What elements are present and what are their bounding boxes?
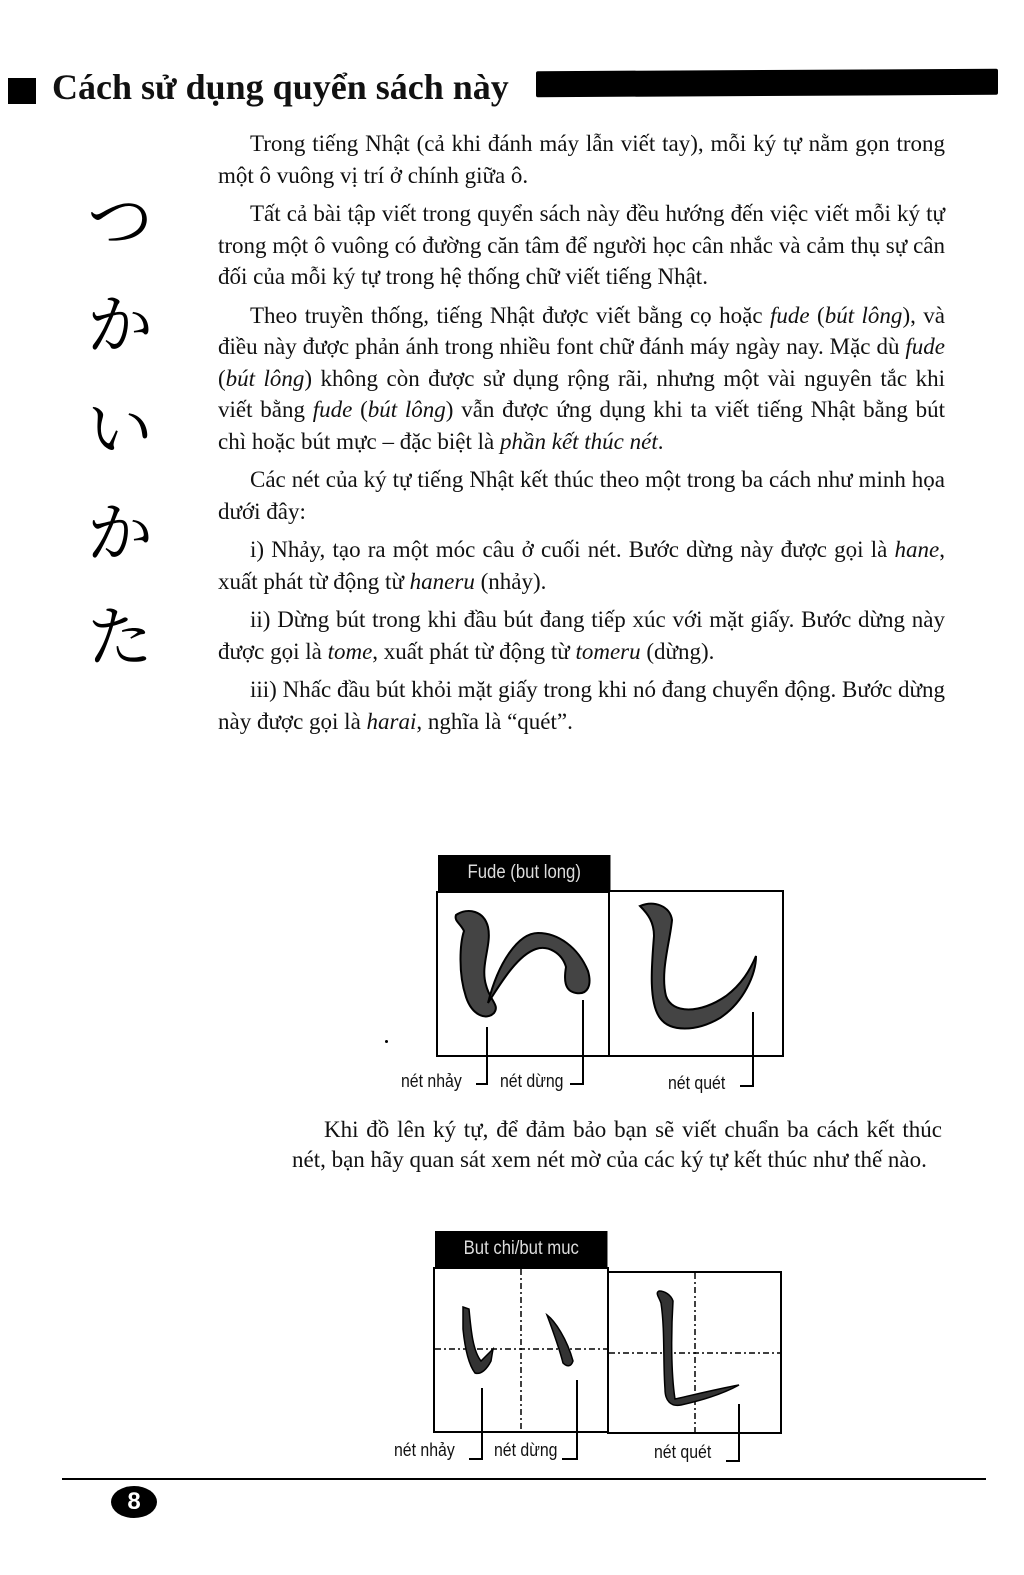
leader-line-harai [738, 1404, 740, 1462]
figure-tab-label: But chi/but muc [435, 1231, 607, 1267]
leader-line-tome [576, 1380, 578, 1460]
italic-term: haneru [409, 568, 475, 594]
label-harai: nét quét [654, 1442, 712, 1462]
pencil-i-character-icon [435, 1269, 607, 1431]
leader-foot-tome [570, 1083, 584, 1085]
footer-rule [62, 1478, 986, 1480]
italic-term: hane [894, 537, 940, 562]
section-header [8, 64, 998, 114]
kana-tsu: つ [87, 183, 153, 260]
label-tome: nét dừng [500, 1071, 564, 1091]
text: ) vẫn được ứng dụng khi ta viết tiếng Nhật bằng bút chì hoặc bút mực – đặc biệt là [218, 397, 945, 454]
text: (nhảy). [474, 568, 547, 594]
text: ii) Dừng bút trong khi đầu bút đang tiếp xúc với mặt giấy. Bước dừng này được gọi là [218, 607, 945, 664]
page-title: Cách sử dụng quyển sách này [52, 67, 509, 107]
kana-ka: か [87, 287, 153, 364]
header-rule-bar [536, 69, 998, 97]
text: (dừng). [640, 638, 715, 664]
pencil-box-i [433, 1267, 609, 1433]
stray-dot [385, 1040, 388, 1043]
leader-line-hane [486, 1027, 488, 1085]
kana-i: い [87, 391, 153, 468]
figure-tab-label: Fude (but long) [438, 855, 610, 891]
italic-term: tomeru [575, 638, 641, 664]
tracing-paragraph [292, 1115, 942, 1175]
text: , xuất phát từ động từ [218, 537, 945, 594]
text: ), và điều này được phản ánh trong nhiều font chữ đánh máy ngày nay. Mặc dù [218, 302, 946, 359]
leader-foot-hane [476, 1083, 488, 1085]
text: ( [809, 302, 825, 328]
body-text [218, 128, 945, 744]
paragraph-tracing: Khi đồ lên ký tự, để đảm bảo bạn sẽ viết chuẩn ba cách kết thúc nét, bạn hãy quan sát xem nét mờ của các ký tự kết thúc như thế nào. [292, 1117, 942, 1172]
text: . [657, 428, 664, 454]
leader-line-hane [481, 1388, 483, 1460]
italic-term: fude [905, 334, 945, 359]
kana-ta: た [87, 599, 153, 676]
pencil-box-shi [607, 1271, 782, 1434]
text: Theo truyền thống, tiếng Nhật được viết bằng cọ hoặc [250, 302, 770, 328]
leader-foot-harai [740, 1085, 754, 1087]
paragraph-harai [218, 674, 945, 737]
italic-term: bút lông [367, 397, 446, 422]
paragraph-tome [218, 604, 945, 667]
text: iii) Nhấc đầu bút khỏi mặt giấy trong khi nó đang chuyển động. Bước dừng này được gọi là [218, 677, 945, 734]
brush-shi-character-icon [610, 892, 782, 1055]
fude-box-shi [608, 890, 784, 1057]
pencil-shi-character-icon [609, 1273, 780, 1432]
text: ) không còn được sử dụng rộng rãi, nhưng một vài nguyên tắc khi viết bằng [218, 365, 945, 422]
italic-term: tome [327, 638, 373, 664]
leader-foot-tome [562, 1458, 578, 1460]
page-number-badge: 8 [111, 1486, 157, 1518]
italic-term: bút lông [225, 365, 305, 391]
italic-term: phần kết thúc nét [499, 428, 658, 454]
header-square-bullet [8, 78, 36, 104]
italic-term: fude [769, 302, 810, 328]
text: , nghĩa là “quét”. [416, 708, 573, 734]
side-kana-column [70, 170, 170, 690]
leader-foot-hane [469, 1458, 483, 1460]
paragraph-hane [218, 534, 945, 597]
label-harai: nét quét [668, 1073, 726, 1093]
label-hane: nét nhảy [401, 1071, 462, 1091]
label-hane: nét nhảy [394, 1440, 455, 1460]
text: i) Nhảy, tạo ra một móc câu ở cuối nét. Bước dừng này được gọi là [250, 537, 895, 562]
leader-foot-harai [726, 1460, 740, 1462]
paragraph-2: Tất cả bài tập viết trong quyển sách này đều hướng đến việc viết mỗi ký tự trong một ô vuông có đường căn tâm để người học cân nhắc và cảm thụ sự cân đối của mỗi ký tự trong hệ thống chữ viết tiếng Nhật. [218, 201, 945, 289]
italic-term: bút lông [824, 302, 903, 328]
label-tome: nét dừng [494, 1440, 558, 1460]
paragraph-4: Các nét của ký tự tiếng Nhật kết thúc theo một trong ba cách như minh họa dưới đây: [218, 467, 945, 524]
kana-ka-2: か [87, 495, 153, 572]
paragraph-1: Trong tiếng Nhật (cả khi đánh máy lẫn viết tay), mỗi ký tự nằm gọn trong một ô vuông vị trí ở chính giữa ô. [218, 131, 945, 188]
paragraph-3 [218, 300, 945, 458]
leader-line-tome [582, 1000, 584, 1085]
text: ( [352, 397, 368, 422]
leader-line-harai [752, 1012, 754, 1087]
text: ( [218, 365, 226, 391]
text: , xuất phát từ động từ [372, 638, 576, 664]
italic-term: fude [312, 397, 353, 422]
italic-term: harai [366, 708, 417, 734]
